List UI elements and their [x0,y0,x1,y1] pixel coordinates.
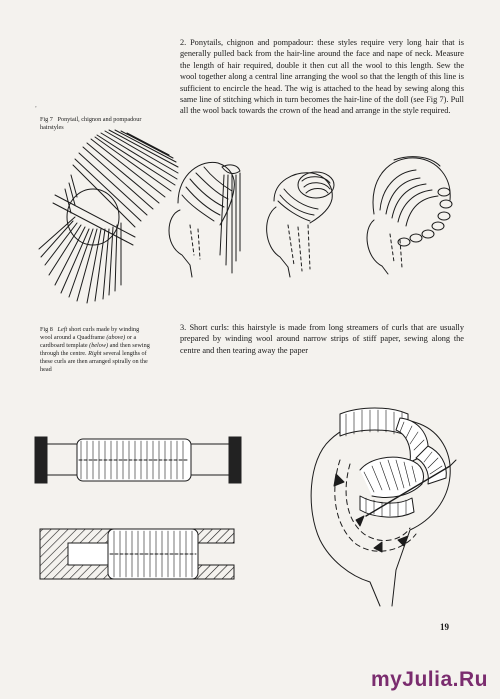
fig8-quadframe-illustration [35,435,245,490]
fig8-head-curls-illustration [300,400,460,610]
watermark: myJulia.Ru [370,668,488,691]
fig7-text: Ponytail, chignon and pompadour hairstyles [40,116,142,131]
fig7-label: Fig 7 [40,116,53,123]
margin-mark: , [35,101,37,109]
paragraph-ponytails: 2. Ponytails, chignon and pompadour: these styles require very long hair that is generally pulled back from the hair-line around the face and nape of neck. Measure the length of hair required, double it then cut all the wool to this length. Sew the wool together along a central line arranging the wool so that the length of this line is sufficient to encircle the head. The wig is attached to the head by sewing along this same line of stitching which in turn becomes the hair-line of the doll (see Fig 7). Pull all the wool back towards the crown of the head and arrange in the style required. [180,38,464,116]
fig7-ponytail-head-illustration [160,155,250,280]
fig8-right: Right [88,350,102,357]
fig7-chignon-head-illustration [258,165,348,280]
page-number: 19 [440,622,449,632]
fig8-caption: Fig 8 Left short curls made by winding wool around a Quadframe (above) or a cardboard template (below) and then sewing through the centre. Right several lengths of these curls are then arranged spirally on the head [40,326,150,373]
fig7-wig-strands-illustration [35,125,180,305]
paragraph-short-curls: 3. Short curls: this hairstyle is made from long streamers of curls that are usually prepared by winding wool around narrow strips of stiff paper, sewing along the centre and then tearing away the paper [180,323,464,355]
fig8-label: Fig 8 [40,326,53,333]
fig8-cardboard-template-illustration [38,525,243,585]
fig8-left: Left [57,326,68,333]
fig7-pompadour-head-illustration [360,150,460,280]
